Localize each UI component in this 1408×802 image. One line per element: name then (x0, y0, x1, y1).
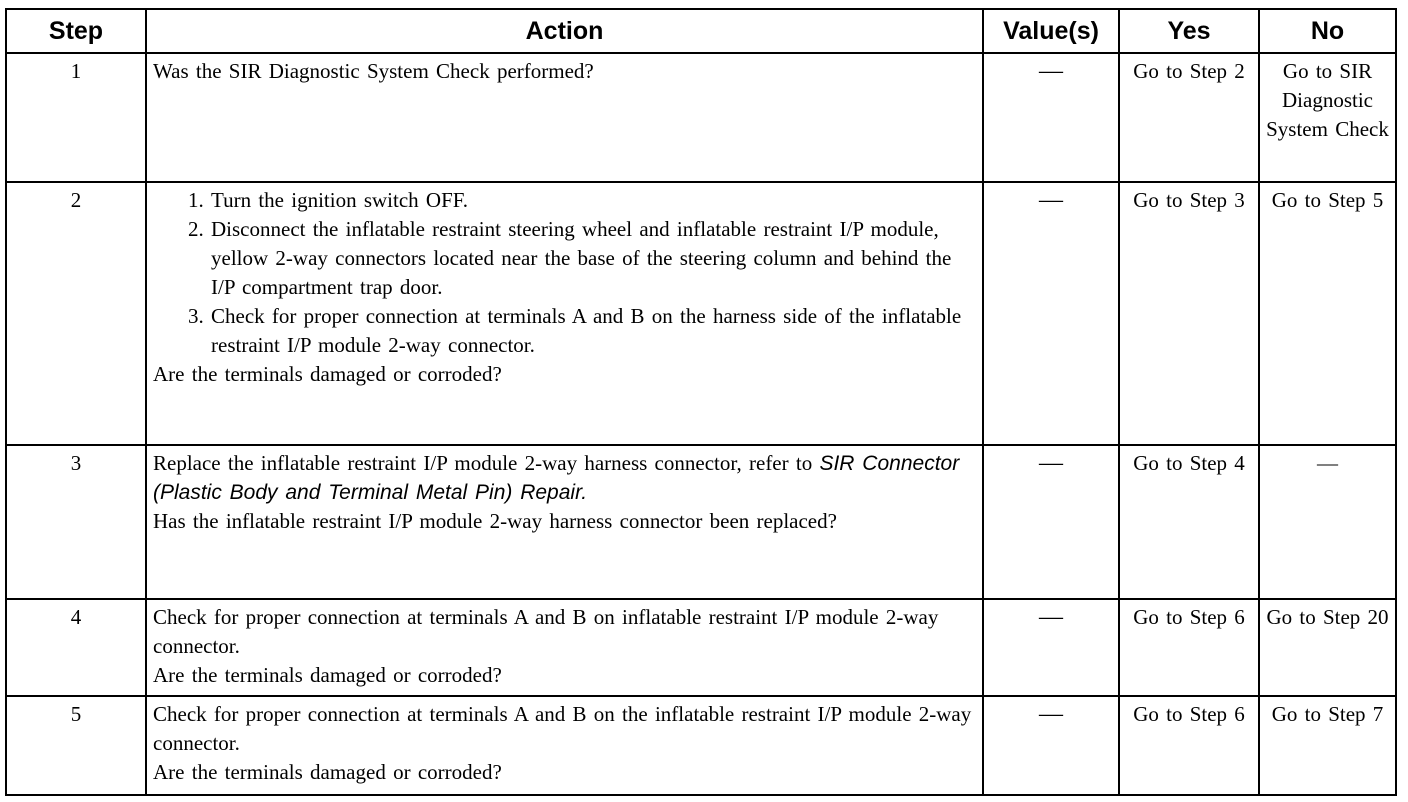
action-text: Check for proper connection at terminals A and B on the inflatable restraint I/P module 2-way connector. (153, 702, 972, 755)
table-row-step-4 (6, 599, 1396, 696)
column-header-step: Step (6, 9, 146, 53)
no-cell: Go to Step 7 (1259, 696, 1396, 795)
no-cell: Go to SIR Diagnostic System Check (1259, 53, 1396, 182)
action-cell (146, 696, 983, 795)
step-number: 3 (6, 445, 146, 599)
value-cell: — (983, 445, 1119, 599)
table-row-step-5 (6, 696, 1396, 795)
step-number: 4 (6, 599, 146, 696)
step-number: 5 (6, 696, 146, 795)
step-number: 1 (6, 53, 146, 182)
column-header-yes: Yes (1119, 9, 1259, 53)
action-text: Was the SIR Diagnostic System Check performed? (153, 59, 594, 83)
value-cell: — (983, 599, 1119, 696)
diagnostic-table (5, 8, 1397, 796)
yes-cell: Go to Step 6 (1119, 599, 1259, 696)
yes-cell: Go to Step 2 (1119, 53, 1259, 182)
action-cell (146, 445, 983, 599)
column-header-values: Value(s) (983, 9, 1119, 53)
action-cell (146, 599, 983, 696)
table-row-step-2 (6, 182, 1396, 445)
column-header-action: Action (146, 9, 983, 53)
table-header-row (6, 9, 1396, 53)
yes-cell: Go to Step 4 (1119, 445, 1259, 599)
substep-item: 2. Disconnect the inflatable restraint steering wheel and inflatable restraint I/P module, yellow 2-way connectors located near the base of the steering column and behind the I/P compartment trap door. (211, 215, 976, 302)
substep-item: 3. Check for proper connection at terminals A and B on the harness side of the inflatable restraint I/P module 2-way connector. (211, 302, 976, 360)
column-header-no: No (1259, 9, 1396, 53)
action-question: Are the terminals damaged or corroded? (153, 663, 502, 687)
value-cell: — (983, 696, 1119, 795)
action-cell (146, 182, 983, 445)
substep-list (153, 186, 976, 360)
action-text: Replace the inflatable restraint I/P module 2-way harness connector, refer to (153, 451, 813, 475)
action-text: Check for proper connection at terminals A and B on inflatable restraint I/P module 2-way connector. (153, 605, 939, 658)
action-cell (146, 53, 983, 182)
no-cell: Go to Step 5 (1259, 182, 1396, 445)
action-question: Are the terminals damaged or corroded? (153, 362, 502, 386)
table-row-step-3 (6, 445, 1396, 599)
value-cell: — (983, 53, 1119, 182)
no-cell: — (1259, 445, 1396, 599)
substep-item: 1. Turn the ignition switch OFF. (211, 186, 976, 215)
value-cell: — (983, 182, 1119, 445)
repair-reference-link[interactable]: SIR Connector (Plastic Body and Terminal Metal Pin) Repair. (153, 452, 960, 504)
yes-cell: Go to Step 6 (1119, 696, 1259, 795)
no-cell: Go to Step 20 (1259, 599, 1396, 696)
table-row-step-1 (6, 53, 1396, 182)
action-question: Has the inflatable restraint I/P module 2-way harness connector been replaced? (153, 509, 837, 533)
action-question: Are the terminals damaged or corroded? (153, 760, 502, 784)
step-number: 2 (6, 182, 146, 445)
yes-cell: Go to Step 3 (1119, 182, 1259, 445)
